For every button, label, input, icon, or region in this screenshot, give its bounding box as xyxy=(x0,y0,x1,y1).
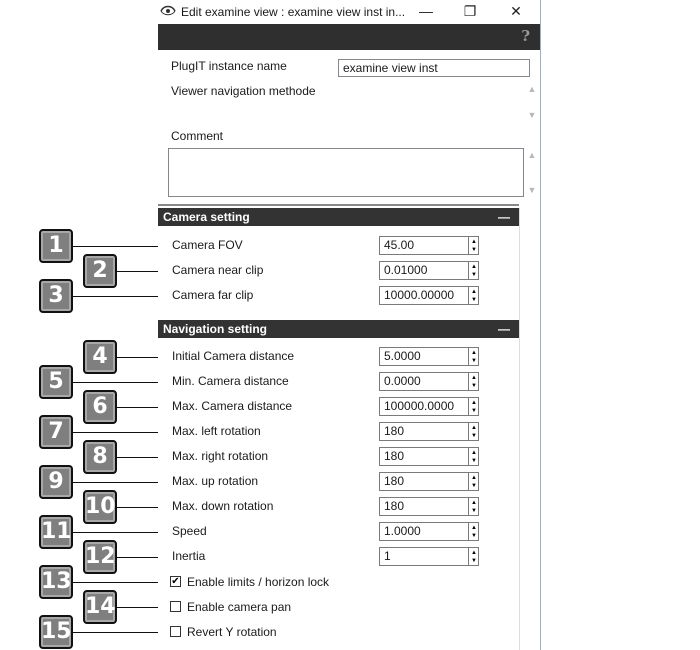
callout-badge: 12 xyxy=(83,540,117,574)
nav-method-scrollbar[interactable] xyxy=(524,82,540,122)
minimize-button[interactable]: — xyxy=(419,3,433,19)
spinbox[interactable] xyxy=(379,261,479,280)
callout-leader-line xyxy=(73,296,166,297)
navigation-setting-title: Navigation setting xyxy=(163,322,268,336)
spinbox-arrows[interactable] xyxy=(468,497,479,516)
scroll-down-icon[interactable]: ▼ xyxy=(527,185,537,195)
spin-up-icon[interactable]: ▲ xyxy=(471,450,477,456)
spinbox-arrows[interactable] xyxy=(468,522,479,541)
camera-setting-title: Camera setting xyxy=(163,210,250,224)
checkbox[interactable] xyxy=(170,601,181,612)
collapse-icon[interactable]: — xyxy=(498,322,510,336)
spinbox[interactable] xyxy=(379,547,479,566)
spin-down-icon[interactable]: ▼ xyxy=(471,558,477,564)
spinbox[interactable] xyxy=(379,286,479,305)
scroll-up-icon[interactable]: ▲ xyxy=(527,150,537,160)
nav-method-label: Viewer navigation methode xyxy=(171,84,316,98)
spinbox-input[interactable]: 1 xyxy=(379,547,469,566)
spinbox[interactable] xyxy=(379,447,479,466)
callout-leader-line xyxy=(73,382,166,383)
spinbox-input[interactable]: 10000.00000 xyxy=(379,286,469,305)
spinbox-arrows[interactable] xyxy=(468,472,479,491)
spinbox[interactable] xyxy=(379,522,479,541)
spinbox[interactable] xyxy=(379,422,479,441)
spinbox-input[interactable]: 180 xyxy=(379,497,469,516)
setting-label: Camera far clip xyxy=(172,288,254,302)
spin-down-icon[interactable]: ▼ xyxy=(471,297,477,303)
setting-label: Camera near clip xyxy=(172,263,264,277)
spin-up-icon[interactable]: ▲ xyxy=(471,239,477,245)
spinbox-input[interactable]: 0.0000 xyxy=(379,372,469,391)
callout-badge: 5 xyxy=(39,365,73,399)
callout-badge: 14 xyxy=(83,590,117,624)
spinbox-arrows[interactable] xyxy=(468,236,479,255)
spin-down-icon[interactable]: ▼ xyxy=(471,358,477,364)
camera-setting-header[interactable] xyxy=(158,208,519,226)
navigation-setting-header[interactable] xyxy=(158,320,519,338)
edit-dialog xyxy=(158,0,540,650)
setting-label: Max. up rotation xyxy=(172,474,259,488)
spin-down-icon[interactable]: ▼ xyxy=(471,483,477,489)
instance-name-label: PlugIT instance name xyxy=(171,59,287,73)
callout-badge: 3 xyxy=(39,279,73,313)
spinbox[interactable] xyxy=(379,472,479,491)
setting-label: Initial Camera distance xyxy=(172,349,295,363)
spinbox-arrows[interactable] xyxy=(468,261,479,280)
spin-up-icon[interactable]: ▲ xyxy=(471,550,477,556)
spinbox-arrows[interactable] xyxy=(468,422,479,441)
spin-up-icon[interactable]: ▲ xyxy=(471,425,477,431)
callout-badge: 10 xyxy=(83,490,117,524)
spinbox-input[interactable]: 180 xyxy=(379,422,469,441)
checkbox[interactable] xyxy=(170,626,181,637)
spin-up-icon[interactable]: ▲ xyxy=(471,525,477,531)
setting-label: Inertia xyxy=(172,549,206,563)
callout-badge: 11 xyxy=(39,515,73,549)
settings-scrollbar[interactable] xyxy=(519,208,540,650)
spinbox-input[interactable]: 5.0000 xyxy=(379,347,469,366)
setting-label: Max. Camera distance xyxy=(172,399,293,413)
close-button[interactable]: ✕ xyxy=(510,3,522,19)
scroll-up-icon[interactable]: ▲ xyxy=(527,84,537,94)
callout-badge: 1 xyxy=(39,229,73,263)
callout-leader-line xyxy=(73,482,166,483)
checkbox-label[interactable]: Revert Y rotation xyxy=(187,625,277,639)
setting-label: Min. Camera distance xyxy=(172,374,289,388)
spinbox[interactable] xyxy=(379,497,479,516)
spin-down-icon[interactable]: ▼ xyxy=(471,408,477,414)
spin-down-icon[interactable]: ▼ xyxy=(471,272,477,278)
spin-up-icon[interactable]: ▲ xyxy=(471,375,477,381)
callout-badge: 13 xyxy=(39,565,73,599)
comment-label: Comment xyxy=(171,129,224,143)
callout-badge: 7 xyxy=(39,415,73,449)
spinbox-arrows[interactable] xyxy=(468,372,479,391)
spin-down-icon[interactable]: ▼ xyxy=(471,433,477,439)
spin-down-icon[interactable]: ▼ xyxy=(471,247,477,253)
callout-badge: 2 xyxy=(83,254,117,288)
spin-up-icon[interactable]: ▲ xyxy=(471,500,477,506)
callout-badge: 6 xyxy=(83,390,117,424)
setting-label: Speed xyxy=(172,524,207,538)
panel-separator xyxy=(158,204,519,206)
spin-down-icon[interactable]: ▼ xyxy=(471,383,477,389)
window-title: Edit examine view : examine view inst in... xyxy=(181,5,406,19)
spinbox[interactable] xyxy=(379,372,479,391)
spinbox-arrows[interactable] xyxy=(468,397,479,416)
spinbox-input[interactable]: 0.01000 xyxy=(379,261,469,280)
collapse-icon[interactable]: — xyxy=(498,210,510,224)
spinbox-arrows[interactable] xyxy=(468,547,479,566)
spinbox[interactable] xyxy=(379,397,479,416)
callout-leader-line xyxy=(73,432,166,433)
callout-leader-line xyxy=(73,632,166,633)
callout-leader-line xyxy=(73,582,166,583)
comment-scrollbar[interactable] xyxy=(524,148,540,197)
setting-label: Camera FOV xyxy=(172,238,243,252)
help-icon[interactable]: ? xyxy=(521,27,530,45)
spin-up-icon[interactable]: ▲ xyxy=(471,400,477,406)
spinbox-input[interactable]: 45.00 xyxy=(379,236,469,255)
title-bar xyxy=(158,0,540,24)
spinbox-arrows[interactable] xyxy=(468,286,479,305)
spinbox[interactable] xyxy=(379,236,479,255)
callout-leader-line xyxy=(73,532,166,533)
spinbox-arrows[interactable] xyxy=(468,347,479,366)
checkbox[interactable]: ✔ xyxy=(171,576,180,587)
spin-up-icon[interactable]: ▲ xyxy=(471,350,477,356)
setting-label: Max. down rotation xyxy=(172,499,274,513)
toolbar-strip xyxy=(158,24,540,50)
spinbox-input[interactable]: 1.0000 xyxy=(379,522,469,541)
spin-up-icon[interactable]: ▲ xyxy=(471,264,477,270)
checkbox-label[interactable]: Enable limits / horizon lock xyxy=(187,575,330,589)
window-border xyxy=(540,0,541,650)
setting-label: Max. left rotation xyxy=(172,424,261,438)
checkbox-label[interactable]: Enable camera pan xyxy=(187,600,292,614)
spinbox[interactable] xyxy=(379,347,479,366)
callout-badge: 8 xyxy=(83,440,117,474)
spin-down-icon[interactable]: ▼ xyxy=(471,533,477,539)
spinbox-input[interactable]: 180 xyxy=(379,472,469,491)
instance-name-input[interactable]: examine view inst xyxy=(338,59,530,77)
setting-label: Max. right rotation xyxy=(172,449,269,463)
spinbox-input[interactable]: 180 xyxy=(379,447,469,466)
spin-up-icon[interactable]: ▲ xyxy=(471,475,477,481)
callout-badge: 9 xyxy=(39,465,73,499)
spin-down-icon[interactable]: ▼ xyxy=(471,508,477,514)
spinbox-arrows[interactable] xyxy=(468,447,479,466)
spin-down-icon[interactable]: ▼ xyxy=(471,458,477,464)
callout-leader-line xyxy=(73,246,166,247)
callout-badge: 15 xyxy=(39,615,73,649)
maximize-button[interactable]: ❐ xyxy=(463,3,477,19)
spinbox-input[interactable]: 100000.0000 xyxy=(379,397,469,416)
comment-input[interactable] xyxy=(168,148,524,197)
scroll-down-icon[interactable]: ▼ xyxy=(527,110,537,120)
app-eye-icon xyxy=(160,4,176,18)
callout-badge: 4 xyxy=(83,340,117,374)
spin-up-icon[interactable]: ▲ xyxy=(471,289,477,295)
